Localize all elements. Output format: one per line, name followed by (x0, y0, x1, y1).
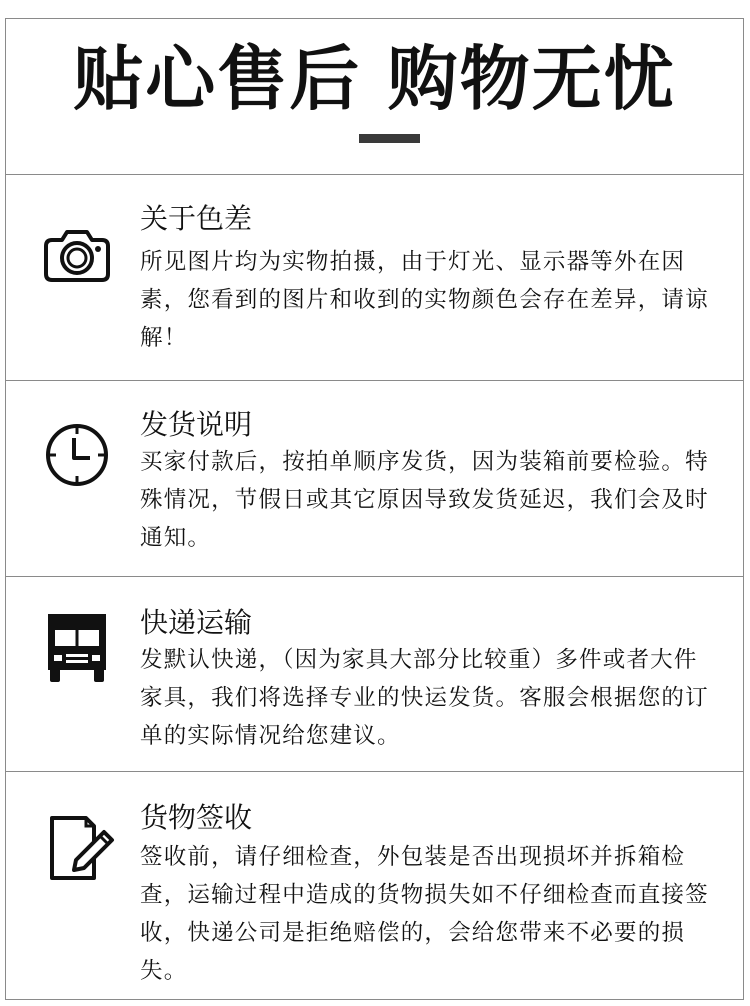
section-body: 签收前，请仔细检查，外包装是否出现损坏并拆箱检查，运输过程中造成的货物损失如不仔细检查而直接签收，快递公司是拒绝赔偿的，会给您带来不必要的损失。 (140, 844, 709, 984)
section-title: 快递运输 (140, 606, 253, 639)
section-title: 关于色差 (140, 202, 253, 235)
header (6, 19, 743, 175)
section-body: 所见图片均为实物拍摄，由于灯光、显示器等外在因素，您看到的图片和收到的实物颜色会存在差异，请谅解！ (140, 249, 709, 351)
clock-icon (40, 418, 114, 492)
section-body: 发默认快递，（因为家具大部分比较重）多件或者大件家具，我们将选择专业的快运发货。客服会根据您的订单的实际情况给您建议。 (140, 647, 709, 749)
camera-icon (40, 220, 114, 294)
section-body: 买家付款后，按拍单顺序发货，因为装箱前要检验。特殊情况，节假日或其它原因导致发货延迟，我们会及时通知。 (140, 449, 709, 551)
sign-document-icon (46, 812, 120, 886)
section-shipping-notes (6, 381, 743, 577)
section-goods-receipt (6, 772, 743, 1001)
section-title: 货物签收 (140, 801, 253, 834)
title-underline (359, 134, 420, 143)
section-title: 发货说明 (140, 408, 253, 441)
after-sales-panel (5, 18, 744, 1000)
section-express-transport (6, 577, 743, 772)
truck-icon (40, 610, 114, 684)
page-title: 贴心售后 购物无忧 (73, 38, 676, 120)
section-color-difference (6, 175, 743, 381)
